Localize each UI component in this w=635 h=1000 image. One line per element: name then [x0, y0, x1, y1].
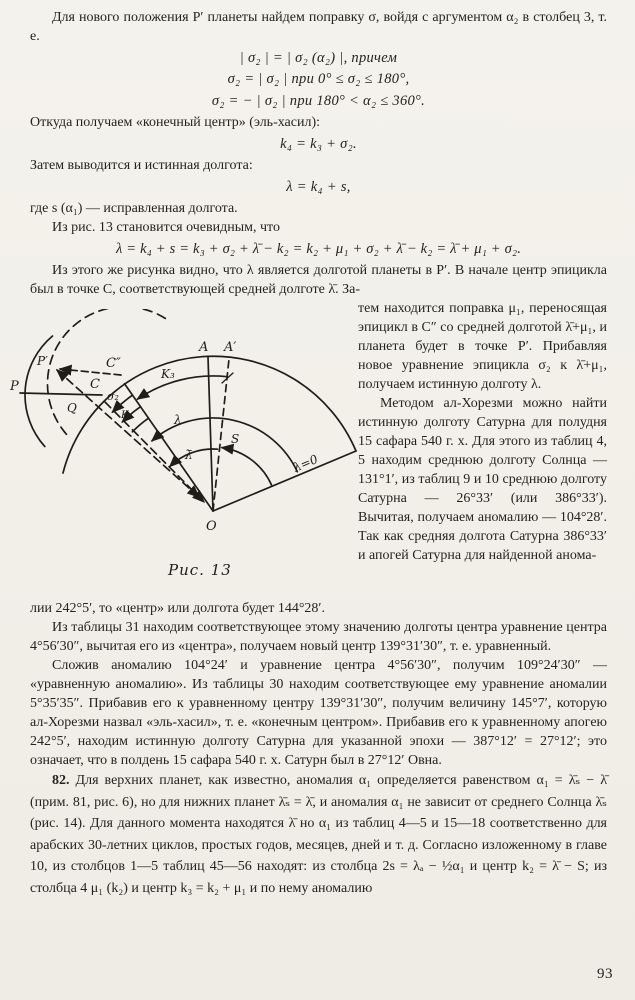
apsis-line-A	[208, 357, 213, 511]
paragraph-corrected-longitude: где s (α₁) — исправленная долгота.	[30, 201, 238, 216]
figure-label-k3: K₃	[161, 367, 175, 381]
figure-label-k4: K₄	[121, 410, 133, 421]
paragraph-intro: Для нового положения P′ планеты найдем поправку σ, войдя с аргументом α₂ в столбец 3, т. е.	[30, 10, 607, 44]
figure-label-S: S	[231, 432, 240, 446]
page-number: 93	[597, 966, 613, 982]
arc-k3	[138, 376, 228, 399]
figure-label-lambda-bar: λ̄	[185, 448, 193, 462]
arc-S	[222, 448, 272, 485]
ray-O-C2	[125, 384, 214, 511]
figure-label-Q: Q	[67, 401, 77, 415]
figure-label-P-prime: P′	[37, 354, 48, 368]
figure-label-C: C	[90, 377, 100, 392]
paragraph-true-longitude: Затем выводится и истинная долгота:	[30, 158, 253, 173]
figure-label-A: A	[199, 340, 209, 355]
formula-lambda: λ = k₄ + s,	[286, 178, 351, 195]
paragraph-epicycle-a: Из этого же рисунка видно, что λ является долготой планеты в P′. В начале центр эпицикла был в точке C, соответствующей средней долготе λ̄. За-	[30, 263, 607, 297]
apsis-line-A-prime	[213, 359, 229, 511]
figure-label-A-prime: A′	[224, 340, 237, 355]
paragraph-final-center: Откуда получаем «конечный центр» (эль-хасил):	[30, 115, 321, 130]
paragraph-section-82	[30, 770, 607, 899]
formula-k4: k₄ = k₃ + σ₂.	[280, 135, 357, 152]
formula-sigma-pos: σ₂ = | σ₂ | при 0° ≤ σ₂ ≤ 180°,	[227, 71, 410, 87]
figure-label-lambda-zero: λ=0	[291, 451, 320, 475]
formula-sigma-abs: | σ₂ | = | σ₂ (α₂) |, причем	[239, 49, 398, 66]
paragraph-khorezmi-method: Методом ал-Хорезми можно найти истинную долготу Сатурна для полудня 15 сафара 540 г. х. Для этого из таблиц 4, 5 находим среднюю долготу Солнца — 131°1′, из таблиц 9 и 10 среднюю долготу Сатурна — 26°33′ (или 386°33′). Вычитая, получаем аномалию — 104°28′. Так как средняя долгота Сатурна 386°33′ и апогей Сатурна для найденной анома-	[358, 396, 607, 563]
formula-lambda-expanded: λ = k₄ + s = k₃ + σ₂ + λ̄ − k₂ = k₂ + μ₁ + σ₂ + λ̄ − k₂ = λ̄ + μ₁ + σ₂.	[115, 240, 522, 257]
figure-13	[10, 309, 352, 599]
formula-sigma-neg: σ₂ = − | σ₂ | при 180° < α₂ ≤ 360°.	[211, 92, 426, 109]
figure-label-sigma2: σ₂	[107, 390, 119, 403]
figure-label-lambda: λ	[174, 413, 182, 427]
figure-13-drawing	[8, 309, 358, 599]
figure-caption: Рис. 13	[168, 561, 232, 579]
paragraph-anomaly-sum: Сложив аномалию 104°24′ и уравнение центра 4°56′30″, получим 109°24′30″ — «уравненную аномалию». Из таблицы 30 находим соответствующее ему уравнение аномалии 5°35′35″. Прибавив его к уравненному центру 139°31′30″, получим величину 145°7′, которую ал-Хорезми назвал «эль-хасил», т. е. «конечным центром». Прибавив его к уравненному апогею 242°5′, находим истинную долготу Сатурна для указанной эпохи — 387°12′ = 27°12′; это означает, что в полдень 15 сафара 540 г. х. Сатурн был в 27°12′ Овна.	[30, 658, 607, 768]
line-P-C	[20, 393, 102, 395]
paragraph-epicycle-b: тем находится поправка μ₁, переносящая эпицикл в C″ со средней долготой λ̄+μ₁, и планета будет в точке P′. Прибавляя новое уравнение эпицикла σ₂ к λ̄+μ₁, получаем истинную долготу λ.	[358, 301, 607, 392]
figure-label-P: P	[10, 379, 19, 394]
paragraph-center-value: лии 242°5′, то «центр» или долгота будет 144°28′.	[30, 601, 325, 616]
lambda-zero-ray	[213, 451, 356, 511]
cell-arc-3	[132, 418, 148, 432]
figure-label-O: O	[206, 519, 217, 534]
figure-label-C-doubleprime: C″	[106, 356, 121, 371]
paragraph-fig13-ref: Из рис. 13 становится очевидным, что	[52, 220, 280, 235]
section-82-body: Для верхних планет, как известно, аномалия α₁ определяется равенством α₁ = λ̄ₛ − λ̄ (прим. 81, рис. 6), но для нижних планет λ̄ₛ = λ̄, и аномалия α₁ не зависит от среднего Солнца λ̄ₛ (рис. 14). Для данного момента находятся λ̄ но α₁ из таблиц 4—5 и 15—18 соответственно для арабских 30-летних циклов, простых годов, месяцев, дней и т. д. Согласно изложенному в главе 10, из столбцов 1—5 таблиц 45—56 находят: из столбца 2s = λₐ − ½α₁ и центр k₂ = λ̄ − S; из столбца 4 μ₁ (k₂) и центр k₃ = k₂ + μ₁ и по нему аномалию	[30, 773, 607, 896]
paragraph-table31: Из таблицы 31 находим соответствующее этому значению долготы центра уравнение центра 4°56′30″, вычитая его из «центра», получаем новый центр 139°31′30″, т. е. уравненный.	[30, 620, 607, 654]
section-number: 82.	[52, 773, 70, 788]
